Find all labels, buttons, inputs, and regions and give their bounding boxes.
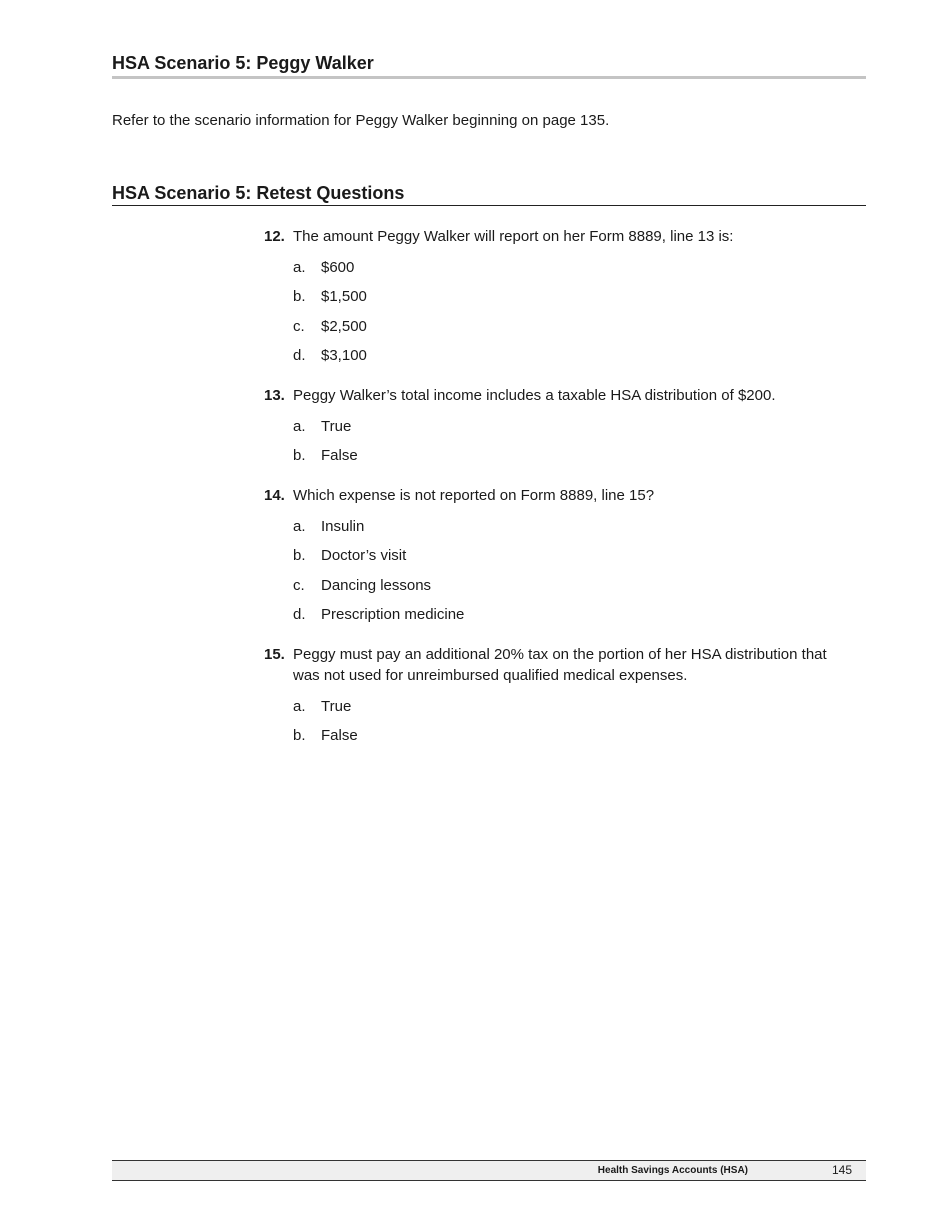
answer-option [264,518,854,536]
question-text: Peggy Walker’s total income includes a taxable HSA distribution of $200. [293,387,776,404]
option-text: Dancing lessons [321,576,432,594]
answer-option [264,698,854,716]
option-text: Prescription medicine [321,606,465,623]
answer-option [264,318,854,336]
question-12 [264,226,854,365]
answer-option [264,259,854,277]
answer-option [264,547,854,565]
option-letter: b. [293,547,306,564]
option-letter: b. [293,727,306,744]
option-letter: d. [293,347,306,364]
option-letter: c. [293,576,305,594]
option-text: True [321,697,352,715]
footer-title: Health Savings Accounts (HSA) [597,1165,748,1176]
page-footer [112,1160,866,1181]
answer-option [264,577,854,595]
option-letter: c. [293,317,305,335]
answer-option [264,727,854,745]
option-text: False [321,727,358,744]
option-text: Doctor’s visit [321,547,407,564]
option-text: $600 [321,258,355,276]
option-letter: b. [293,288,306,305]
question-number: 15. [264,646,285,663]
question-13 [264,385,854,465]
option-letter: a. [293,697,306,715]
answer-option [264,606,854,624]
option-letter: b. [293,447,306,464]
question-15 [264,644,854,745]
option-text: True [321,417,352,435]
option-letter: d. [293,606,306,623]
question-text: The amount Peggy Walker will report on her Form 8889, line 13 is: [293,228,734,245]
option-text: $3,100 [321,347,367,364]
question-number: 14. [264,487,285,504]
option-text: Insulin [321,517,365,535]
answer-option [264,447,854,465]
question-number: 12. [264,228,285,245]
question-text: Peggy must pay an additional 20% tax on the portion of her HSA distribution that was not used for unreimbursed qualified medical expenses. [293,646,827,684]
page-number: 145 [831,1163,852,1177]
question-number: 13. [264,387,285,404]
option-letter: a. [293,258,306,276]
answer-option [264,418,854,436]
option-letter: a. [293,417,306,435]
answer-option [264,347,854,365]
question-list [264,226,854,765]
question-14 [264,485,854,624]
option-text: False [321,447,358,464]
answer-option [264,288,854,306]
option-text: $1,500 [321,288,367,305]
option-text: $2,500 [321,317,367,335]
section-heading: HSA Scenario 5: Retest Questions [112,182,866,206]
intro-text: Refer to the scenario information for Peggy Walker beginning on page 135. [112,112,610,129]
question-text: Which expense is not reported on Form 8889, line 15? [293,487,655,504]
page-title: HSA Scenario 5: Peggy Walker [112,52,866,79]
option-letter: a. [293,517,306,535]
